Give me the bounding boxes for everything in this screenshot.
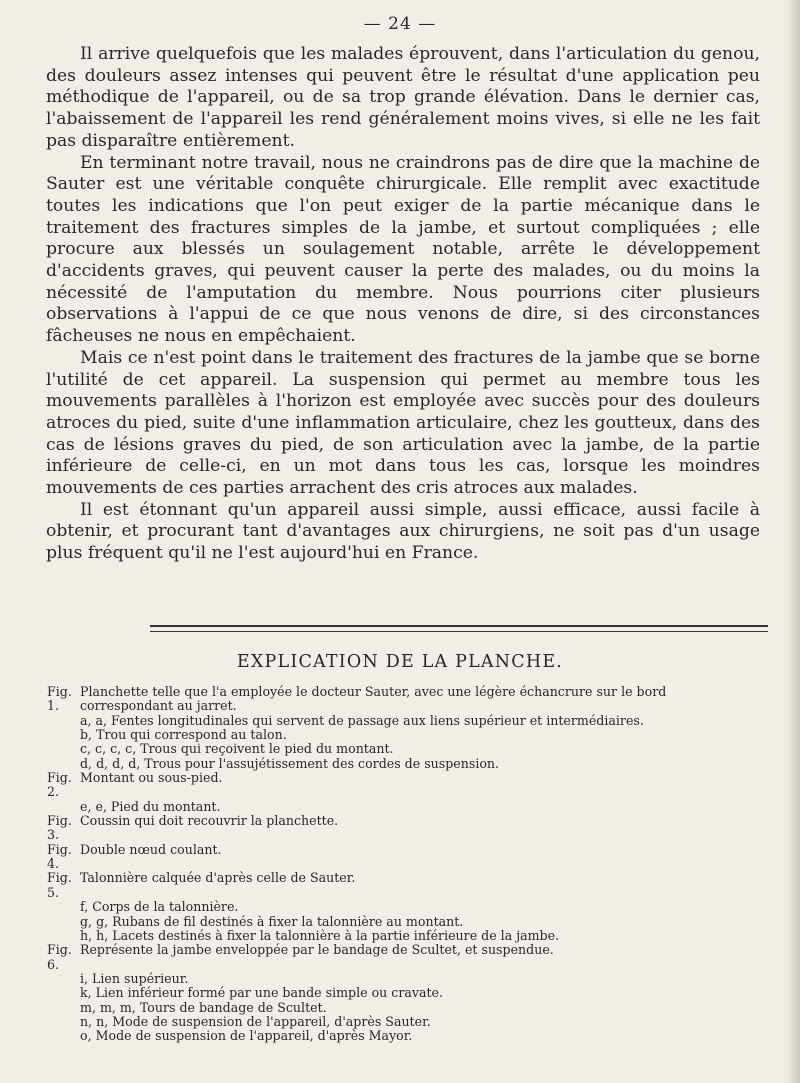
caption-row: [47, 742, 762, 756]
caption-text: Talonnière calquée d'après celle de Sauter.: [80, 870, 356, 886]
caption-row: [47, 800, 762, 814]
caption-text: Coussin qui doit recouvrir la planchette.: [80, 813, 339, 829]
figure-label: Fig. 4.: [47, 841, 72, 872]
caption-text: h, h, Lacets destinés à fixer la talonnière à la partie inférieure de la jambe.: [80, 927, 560, 943]
caption-row: [47, 915, 762, 929]
caption-row: [47, 685, 762, 714]
figure-label: Fig. 2.: [47, 770, 72, 800]
caption-text: i, Lien supérieur.: [80, 970, 189, 986]
caption-text: m, m, m, Tours de bandage de Scultet.: [80, 999, 327, 1015]
caption-text: o, Mode de suspension de l'appareil, d'après Mayor.: [80, 1028, 413, 1044]
caption-row: [47, 871, 762, 900]
caption-row: [47, 1001, 762, 1015]
figure-label: Fig. 1.: [47, 684, 72, 714]
figure-label: Fig. 5.: [47, 870, 72, 900]
paragraph: Il est étonnant qu'un appareil aussi simple, aussi efficace, aussi facile à obtenir, et procurant tant d'avantages aux chirurgiens, ne soit pas d'un usage plus fréquent qu'il ne l'est aujourd'hui en France.: [46, 499, 760, 564]
caption-text: Planchette telle que l'a employée le docteur Sauter, avec une légère échancrure sur le bord correspondant au jarret.: [80, 684, 667, 714]
caption-text: c, c, c, c, Trous qui reçoivent le pied du montant.: [80, 741, 394, 757]
caption-text: g, g, Rubans de fil destinés à fixer la talonnière au montant.: [80, 913, 464, 929]
figure-captions: [47, 685, 762, 1044]
caption-text: n, n, Mode de suspension de l'appareil, d'après Sauter.: [80, 1013, 431, 1029]
caption-text: a, a, Fentes longitudinales qui servent de passage aux liens supérieur et intermédiaires.: [80, 712, 644, 728]
body-text: [46, 44, 760, 565]
caption-row: [47, 943, 762, 972]
figure-label: Fig. 3.: [47, 813, 72, 843]
caption-row: [47, 714, 762, 728]
caption-row: [47, 814, 762, 843]
caption-text: d, d, d, d, Trous pour l'assujétissement des cordes de suspension.: [80, 755, 500, 771]
caption-text: b, Trou qui correspond au talon.: [80, 727, 287, 743]
caption-row: [47, 900, 762, 914]
section-title: EXPLICATION DE LA PLANCHE.: [236, 652, 564, 672]
caption-text: k, Lien inférieur formé par une bande simple ou cravate.: [80, 985, 444, 1001]
paragraph: Mais ce n'est point dans le traitement des fractures de la jambe que se borne l'utilité de cet appareil. La suspension qui permet au membre tous les mouvements parallèles à l'horizon est employée avec succès pour des douleurs atroces du pied, suite d'une inflammation articulaire, chez les goutteux, dans des cas de lésions graves du pied, de son articulation avec la jambe, de la partie inférieure de celle-ci, en un mot dans tous les cas, lorsque les moindres mouvements de ces parties arrachent des cris atroces aux malades.: [46, 347, 760, 499]
figure-label: Fig. 6.: [47, 942, 72, 972]
caption-row: [47, 771, 762, 800]
paragraph: En terminant notre travail, nous ne craindrons pas de dire que la machine de Sauter est une véritable conquête chirurgicale. Elle remplit avec exactitude toutes les indications que l'on peut exiger de la partie mécanique dans le traitement des fractures simples de la jambe, et surtout compliquées ; elle procure aux blessés un soulagement notable, arrête le développement d'accidents graves, qui peuvent causer la perte des malades, ou du moins la nécessité de l'amputation du membre. Nous pourrions citer plusieurs observations à l'appui de ce que nous venons de dire, si des circonstances fâcheuses ne nous en empêchaient.: [46, 152, 760, 347]
caption-text: Représente la jambe enveloppée par le bandage de Scultet, et suspendue.: [80, 942, 554, 958]
caption-row: [47, 728, 762, 742]
caption-text: e, e, Pied du montant.: [80, 798, 221, 814]
section-divider: [150, 625, 768, 632]
caption-row: [47, 986, 762, 1000]
caption-text: Double nœud coulant.: [80, 841, 222, 857]
page-edge-shadow: [786, 0, 800, 1083]
caption-row: [47, 929, 762, 943]
caption-row: [47, 757, 762, 771]
page-number: — 24 —: [363, 14, 437, 34]
caption-row: [47, 1015, 762, 1029]
caption-row: [47, 972, 762, 986]
caption-row: [47, 843, 762, 872]
paragraph: Il arrive quelquefois que les malades éprouvent, dans l'articulation du genou, des douleurs assez intenses qui peuvent être le résultat d'une application peu méthodique de l'appareil, ou de sa trop grande élévation. Dans le dernier cas, l'abaissement de l'appareil les rend généralement moins vives, si elle ne les fait pas disparaître entièrement.: [46, 44, 760, 151]
caption-text: Montant ou sous-pied.: [80, 770, 223, 786]
caption-text: f, Corps de la talonnière.: [80, 899, 239, 915]
caption-row: [47, 1029, 762, 1043]
